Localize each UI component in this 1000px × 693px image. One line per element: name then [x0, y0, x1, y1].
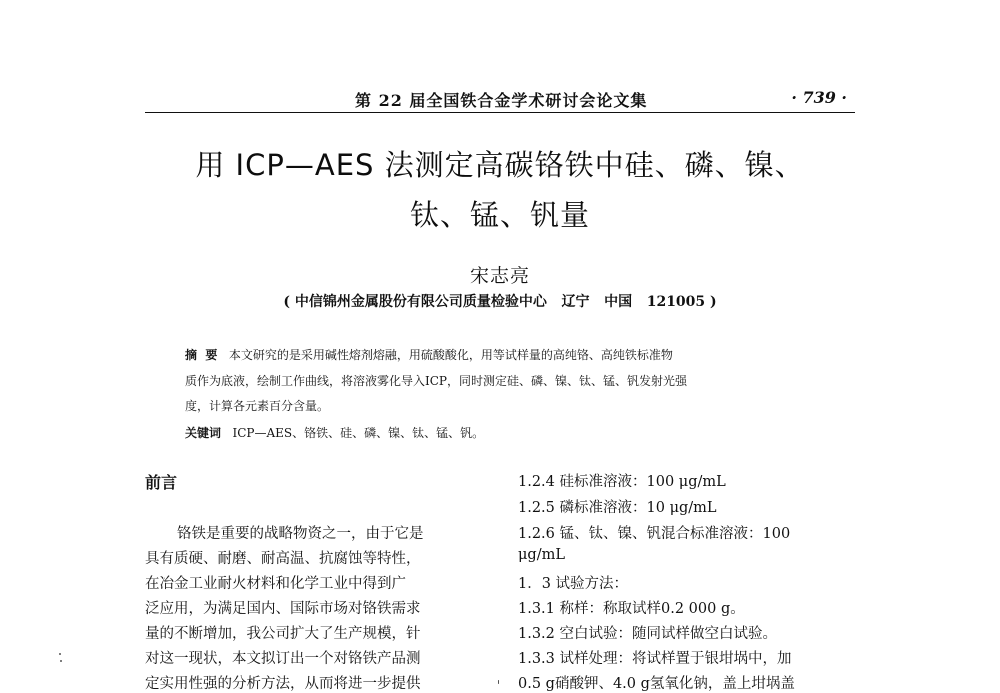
body-line: μg/mL	[518, 547, 565, 563]
body-line: 对这一现状，本文拟订出一个对铬铁产品测	[145, 651, 421, 667]
body-line: 1．3 试验方法：	[518, 576, 629, 592]
body-line: 1.3.1 称样：称取试样0.2 000 g。	[518, 601, 745, 617]
body-line: 铬铁是重要的战略物资之一，由于它是	[177, 526, 424, 542]
body-line: 1.3.2 空白试验：随同试样做空白试验。	[518, 626, 778, 642]
author-name: 宋志亮	[469, 265, 530, 287]
keywords-line	[185, 424, 484, 441]
body-line: 量的不断增加，我公司扩大了生产规模，针	[145, 626, 421, 642]
body-line: 1.2.6 锰、钛、镍、钒混合标准溶液：100	[518, 526, 791, 542]
keywords-label: 关键词	[185, 426, 222, 440]
running-header	[145, 86, 855, 113]
section-heading-preface: 前言	[145, 473, 178, 492]
scan-speck	[60, 660, 62, 662]
body-line: 1.2.4 硅标准溶液：100 μg/mL	[518, 474, 726, 490]
abstract-label: 摘 要	[185, 348, 218, 362]
paper-title-line-1: 用 ICP—AES 法测定高碳铬铁中硅、磷、镍、	[195, 148, 805, 182]
body-line: 定实用性强的分析方法，从而将进一步提供	[145, 676, 421, 692]
body-line: 泛应用，为满足国内、国际市场对铬铁需求	[145, 601, 421, 617]
abstract-line-1	[185, 346, 673, 363]
abstract-line-3: 度，计算各元素百分含量。	[185, 399, 330, 413]
body-line: 1.2.5 磷标准溶液：10 μg/mL	[518, 500, 717, 516]
abstract-line-2: 质作为底液，绘制工作曲线，将溶液雾化导入ICP，同时测定硅、磷、镍、钛、锰、钒发射光强	[185, 374, 687, 388]
abstract-text-1: 本文研究的是采用碱性熔剂熔融，用硫酸酸化，用等试样量的高纯铬、高纯铁标准物	[228, 348, 673, 362]
paper-title-line-2: 钛、锰、钒量	[409, 198, 590, 232]
keywords-text: ICP—AES、铬铁、硅、磷、镍、钛、锰、钒。	[232, 426, 485, 440]
body-line: 在冶金工业耐火材料和化学工业中得到广	[145, 576, 406, 592]
scan-speck	[59, 653, 61, 655]
body-line: 0.5 g硝酸钾、4.0 g氢氧化钠，盖上坩埚盖	[518, 676, 795, 692]
scan-speck	[498, 680, 499, 684]
body-line: 具有质硬、耐磨、耐高温、抗腐蚀等特性，	[145, 551, 421, 567]
page-number: · 739 ·	[791, 88, 847, 107]
author-affiliation: ( 中信锦州金属股份有限公司质量检验中心 辽宁 中国 121005 )	[283, 294, 717, 310]
body-line: 1.3.3 试样处理：将试样置于银坩埚中，加	[518, 651, 792, 667]
journal-title: 第 22 届全国铁合金学术研讨会论文集	[355, 91, 648, 110]
